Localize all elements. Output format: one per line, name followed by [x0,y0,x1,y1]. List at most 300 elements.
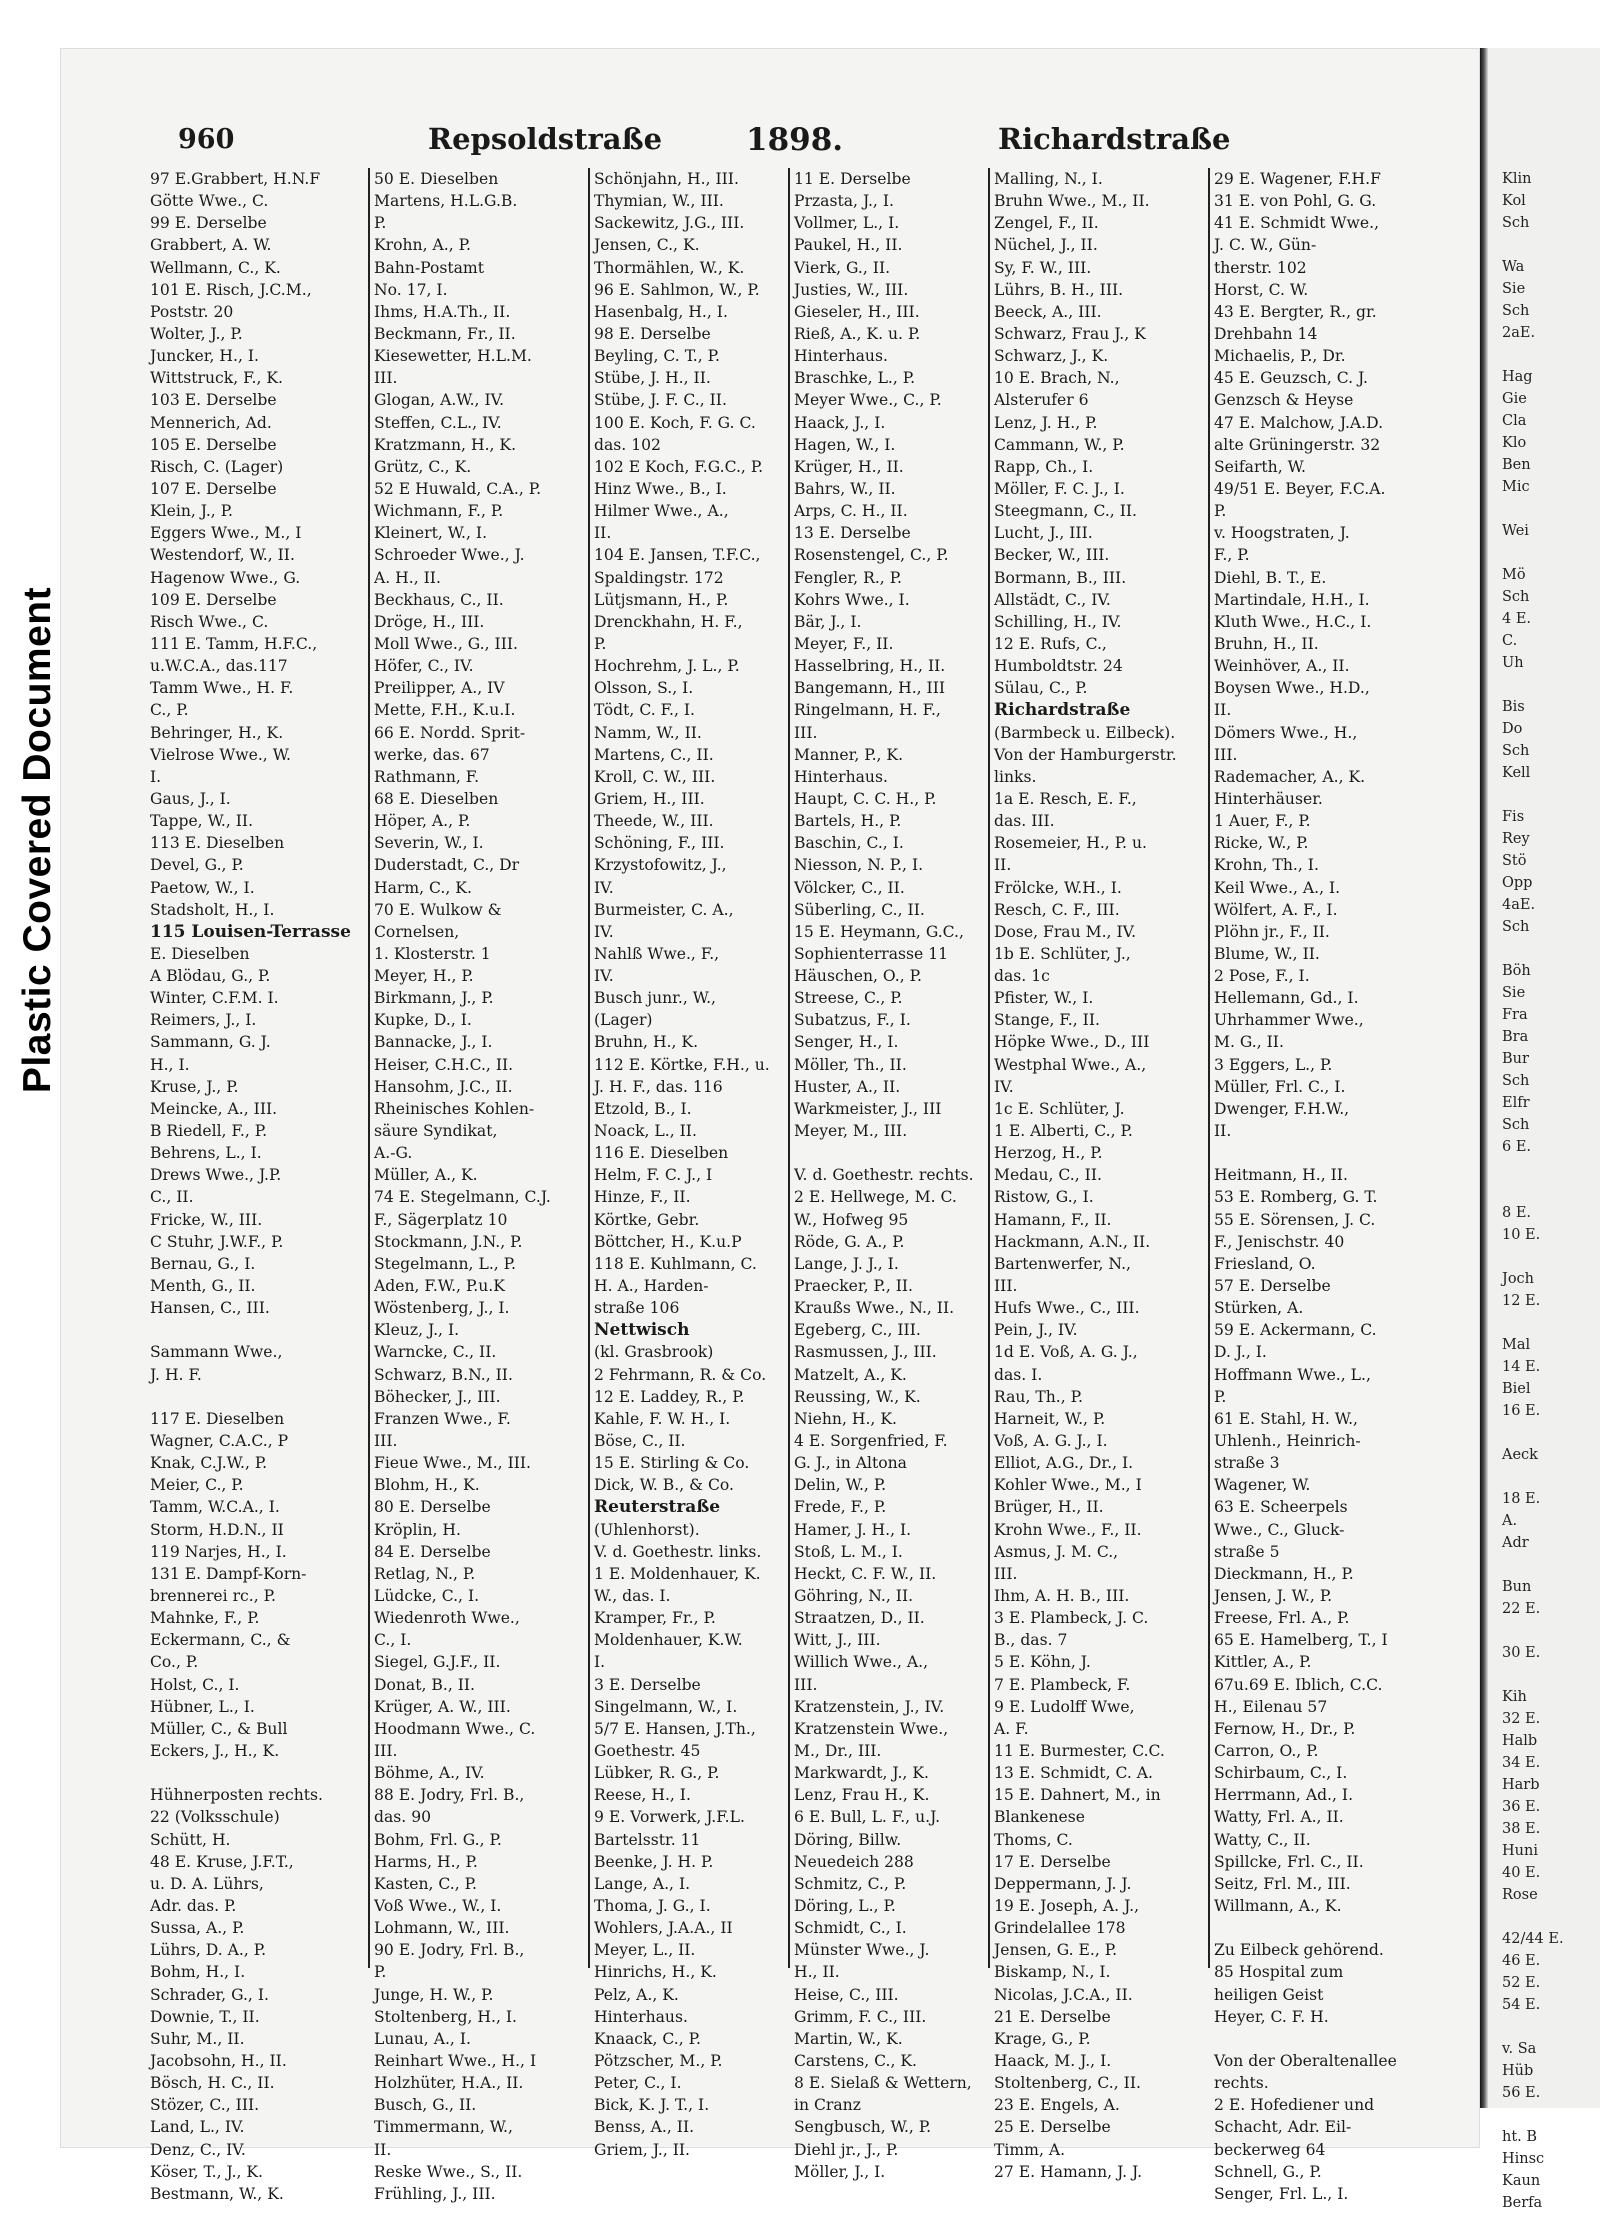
directory-line: Senger, H., I. [794,1033,899,1052]
edge-fragment: Rey [1502,831,1530,847]
directory-line: Göhring, N., II. [794,1587,914,1605]
directory-line: Westendorf, W., II. [150,546,295,565]
directory-line: Hoodmann Wwe., C. [374,1719,536,1738]
directory-line: Vierk, G., II. [794,258,891,277]
directory-line: Schwarz, Frau J., K [994,324,1146,343]
directory-line: Mette, F.H., K.u.I. [374,701,516,720]
directory-line: 88 E. Jodry, Frl. B., [374,1786,525,1805]
directory-line: Meyer, L., II. [594,1941,696,1960]
directory-column-5 [994,168,1206,2183]
directory-line: Kiesewetter, H.L.M. [374,347,532,366]
directory-line [1214,1142,1426,1164]
directory-line: I. [594,1653,606,1672]
directory-line [150,1762,366,1784]
directory-line: Fricke, W., III. [150,1210,263,1229]
directory-line: Becker, W., III. [994,546,1110,565]
directory-line: Stegelmann, L., P. [374,1254,516,1273]
directory-line [150,1319,366,1341]
directory-line: Schmitz, C., P. [794,1874,907,1893]
directory-line: IV. [594,967,614,986]
directory-line: Hagen, W., I. [794,435,896,454]
directory-line [1214,2028,1426,2050]
directory-line: 59 E. Ackermann, C. [1214,1321,1377,1340]
directory-line: Heise, C., III. [794,1985,899,2004]
directory-line: Bahn-Postamt [374,258,484,277]
directory-line: Thymian, W., III. [594,192,724,211]
directory-line: das. 90 [374,1808,432,1827]
directory-line: Hinterhaus. [794,767,888,786]
directory-line: Uhrhammer Wwe., [1214,1011,1364,1030]
directory-line: Steegmann, C., II. [994,502,1137,521]
directory-line: alte Grüningerstr. 32 [1214,435,1381,454]
section-heading: Reuterstraße [594,1497,721,1518]
directory-line: Blohm, H., K. [374,1476,480,1495]
directory-line: Genzsch & Heyse [1214,391,1354,410]
directory-line: Bruhn, H., K. [594,1033,699,1052]
edge-fragment [1502,1466,1622,1488]
directory-line: Thoma, J. G., I. [594,1896,711,1915]
edge-fragment [1502,1246,1622,1268]
directory-line: (Barmbeck u. Eilbeck). [994,723,1176,742]
directory-line: Beyling, C. T., P. [594,347,720,366]
directory-line: 9 E. Vorwerk, J.F.L. [594,1808,745,1827]
directory-line: Müller, C., & Bull [150,1719,288,1738]
directory-line: Goethestr. 45 [594,1741,701,1760]
directory-line: 105 E. Derselbe [150,435,277,454]
directory-line: Schroeder Wwe., J. [374,546,525,565]
directory-line: Kröplin, H. [374,1520,461,1539]
directory-line: Krüger, H., II. [794,457,904,476]
directory-line: Thoms, C. [994,1830,1073,1849]
directory-line: Juncker, H., I. [150,347,259,366]
directory-line: 48 E. Kruse, J.F.T., [150,1852,294,1871]
directory-line: Krüger, A. W., III. [374,1697,511,1716]
directory-line: Reese, H., I. [594,1786,691,1805]
directory-line: Sülau, C., P. [994,679,1088,698]
directory-line: 41 E. Schmidt Wwe., [1214,214,1380,233]
directory-line: Praecker, P., II. [794,1277,914,1296]
directory-line: beckerweg 64 [1214,2140,1326,2159]
directory-line: Knaack, C., P. [594,2029,701,2048]
directory-line: Kratzenstein, J., IV. [794,1697,945,1716]
directory-line: Michaelis, P., Dr. [1214,347,1346,366]
directory-line: Schilling, H., IV. [994,612,1122,631]
directory-line: Lührs, B. H., III. [994,280,1124,299]
directory-line: No. 17, I. [374,280,448,299]
directory-line: V. d. Goethestr. links. [594,1542,762,1561]
directory-line: Moll Wwe., G., III. [374,634,518,653]
edge-fragment: Biel [1502,1381,1531,1397]
directory-line: Kratzenstein Wwe., [794,1719,949,1738]
directory-line: III. [794,723,818,742]
directory-line: Witt, J., III. [794,1631,881,1650]
directory-line: II. [1214,1122,1232,1141]
directory-line: Benss, A., II. [594,2118,695,2137]
directory-line: Lohmann, W., III. [374,1919,510,1938]
directory-line: Humboldtstr. 24 [994,657,1123,676]
directory-line: Friesland, O. [1214,1254,1316,1273]
directory-line: Risch, C. (Lager) [150,457,284,476]
next-page-text [1502,168,1622,2214]
directory-line: II. [994,856,1012,875]
edge-fragment: Kih [1502,1689,1527,1705]
directory-line: 80 E. Derselbe [374,1498,491,1517]
directory-line: Meyer, M., III. [794,1122,908,1141]
directory-line: Kohler Wwe., M., I [994,1476,1142,1495]
directory-line: Martens, H.L.G.B. [374,192,518,211]
directory-line: Alsterufer 6 [994,391,1089,410]
directory-line: P. [374,214,387,233]
directory-line: 1c E. Schlüter, J. [994,1099,1125,1118]
directory-line: Schütt, H. [150,1830,231,1849]
edge-fragment: 4aE. [1502,897,1536,913]
directory-line: therstr. 102 [1214,258,1307,277]
directory-line: 131 E. Dampf-Korn- [150,1564,307,1583]
directory-line: Holzhüter, H.A., II. [374,2074,524,2093]
directory-line: Bartels, H., P. [794,812,902,831]
edge-fragment [1502,234,1622,256]
directory-line: 104 E. Jansen, T.F.C., [594,546,761,565]
year-title: 1898. [746,122,844,158]
edge-fragment: Klo [1502,435,1527,451]
directory-line: Harms, H., P. [374,1852,478,1871]
directory-line: Meyer Wwe., C., P. [794,391,942,410]
directory-line: Risch Wwe., C. [150,612,269,631]
directory-line: 118 E. Kuhlmann, C. [594,1254,757,1273]
directory-line [794,1142,986,1164]
directory-line: IV. [594,922,614,941]
directory-line: Knak, C.J.W., P. [150,1454,268,1473]
directory-line: 13 E. Derselbe [794,524,911,543]
directory-line: Wichmann, F., P. [374,502,504,521]
directory-line: Holst, C., I. [150,1675,240,1694]
directory-line: Downie, T., II. [150,2007,260,2026]
directory-line: Cornelsen, [374,922,460,941]
directory-line: 1a E. Resch, E. F., [994,789,1137,808]
directory-line: Bahrs, W., II. [794,479,896,498]
directory-line: das. 1c [994,967,1050,986]
edge-fragment: Wei [1502,523,1529,539]
directory-line: Burmeister, C. A., [594,900,734,919]
directory-line: 103 E. Derselbe [150,391,277,410]
directory-line: 2 E. Hellwege, M. C. [794,1188,957,1207]
column-rule [788,168,790,1968]
directory-line: in Cranz [794,2096,861,2115]
directory-line: Storm, H.D.N., II [150,1520,284,1539]
edge-fragment: ht. B [1502,2129,1538,2145]
directory-line: Meincke, A., III. [150,1099,278,1118]
side-label-text: Plastic Covered Document [16,586,59,1094]
directory-line: III. [374,1741,398,1760]
directory-line: Blume, W., II. [1214,944,1320,963]
directory-line: 47 E. Malchow, J.A.D. [1214,413,1384,432]
directory-line: Diehl jr., J., P. [794,2140,899,2159]
directory-line: Herrmann, Ad., I. [1214,1786,1354,1805]
directory-line: Süberling, C., II. [794,900,925,919]
edge-fragment: Fis [1502,809,1525,825]
directory-line: Böhecker, J., III. [374,1387,501,1406]
directory-line: Wagener, W. [1214,1476,1311,1495]
directory-line: Warkmeister, J., III [794,1099,942,1118]
directory-line: Döring, Billw. [794,1830,902,1849]
directory-line: 111 E. Tamm, H.F.C., [150,634,318,653]
directory-line: Allstädt, C., IV. [994,590,1111,609]
directory-line: Hochrehm, J. L., P. [594,657,740,676]
directory-line: Blankenese [994,1808,1085,1827]
directory-line: Biskamp, N., I. [994,1963,1111,1982]
directory-line: Hackmann, A.N., II. [994,1232,1151,1251]
directory-line: 109 E. Derselbe [150,590,277,609]
directory-line: Böhme, A., IV. [374,1764,485,1783]
directory-line: Resch, C. F., III. [994,900,1120,919]
directory-line: Kluth Wwe., H.C., I. [1214,612,1372,631]
directory-line: Kruse, J., P. [150,1077,239,1096]
directory-line: Freese, Frl. A., P. [1214,1609,1350,1628]
directory-line: 15 E. Dahnert, M., in [994,1786,1161,1805]
directory-line: Arps, C. H., II. [794,502,908,521]
directory-line: Beeck, A., III. [994,302,1102,321]
directory-line: II. [374,2140,392,2159]
directory-line: Bartenwerfer, N., [994,1254,1131,1273]
directory-line: Westphal Wwe., A., [994,1055,1147,1074]
edge-fragment: Bur [1502,1051,1529,1067]
edge-fragment: Opp [1502,875,1533,891]
edge-fragment: Bis [1502,699,1525,715]
edge-fragment: 30 E. [1502,1645,1541,1661]
directory-line: 10 E. Brach, N., [994,369,1120,388]
edge-fragment: Mö [1502,567,1526,583]
directory-line: F., P. [1214,546,1250,565]
directory-line: Heckt, C. F. W., II. [794,1564,937,1583]
directory-line: Voß Wwe., W., I. [374,1896,502,1915]
directory-line: Warncke, C., II. [374,1343,497,1362]
directory-line: Denz, C., IV. [150,2140,246,2159]
directory-line: 3 Eggers, L., P. [1214,1055,1333,1074]
directory-line: Rathmann, F. [374,767,480,786]
directory-line: Fengler, R., P. [794,568,902,587]
directory-line: Willmann, A., K. [1214,1896,1342,1915]
edge-fragment: Sch [1502,1117,1530,1133]
directory-line: Boysen Wwe., H.D., [1214,679,1370,698]
edge-fragment: Klin [1502,171,1532,187]
directory-column-4 [794,168,986,2183]
directory-line: II. [594,524,612,543]
directory-line: Von der Hamburgerstr. [994,745,1177,764]
directory-line: Müller, Frl. C., I. [1214,1077,1346,1096]
directory-line: Timm, A. [994,2140,1066,2159]
directory-line: Lührs, D. A., P. [150,1941,267,1960]
directory-line: 3 E. Plambeck, J. C. [994,1609,1149,1628]
directory-line: Bick, K. J. T., I. [594,2096,710,2115]
directory-line: Griem, H., III. [594,789,705,808]
edge-fragment: Stö [1502,853,1527,869]
edge-fragment: Aeck [1502,1447,1538,1463]
edge-fragment: Elfr [1502,1095,1530,1111]
directory-line: Singelmann, W., I. [594,1697,738,1716]
directory-line: Busch, G., II. [374,2096,477,2115]
directory-line: III. [1214,745,1238,764]
directory-line: Franzen Wwe., F. [374,1409,511,1428]
directory-line: Busch junr., W., [594,989,716,1008]
edge-fragment: Kell [1502,765,1531,781]
directory-line: Bohm, Frl. G., P. [374,1830,502,1849]
directory-line: Olsson, S., I. [594,679,694,698]
directory-line: Häuschen, O., P. [794,967,922,986]
edge-fragment: Kaun [1502,2173,1541,2189]
directory-line: 25 E. Derselbe [994,2118,1111,2137]
directory-line: Vollmer, L., I. [794,214,900,233]
directory-line: Hansohm, J.C., II. [374,1077,513,1096]
directory-line: 116 E. Dieselben [594,1144,729,1163]
directory-line: Böttcher, H., K.u.P [594,1232,742,1251]
directory-line: Diehl, B. T., E. [1214,568,1327,587]
right-street-title: Richardstraße [998,122,1231,156]
directory-line: 13 E. Schmidt, C. A. [994,1764,1153,1783]
directory-line: 23 E. Engels, A. [994,2096,1120,2115]
directory-line: Krohn, Th., I. [1214,856,1319,875]
directory-line: Sy, F. W., III. [994,258,1092,277]
directory-line: III. [994,1564,1018,1583]
edge-fragment [1502,938,1622,960]
directory-line: Matzelt, A., K. [794,1365,907,1384]
edge-fragment: 42/44 E. [1502,1931,1564,1947]
directory-line: Hinze, F., II. [594,1188,691,1207]
directory-line: Spaldingstr. 172 [594,568,724,587]
edge-fragment: Wa [1502,259,1525,275]
directory-line: Manner, P., K. [794,745,904,764]
directory-line: Nicolas, J.C.A., II. [994,1985,1133,2004]
directory-line: J. H. F. [150,1365,202,1384]
directory-line: B., das. 7 [994,1631,1068,1650]
directory-line: Reimers, J., I. [150,1011,257,1030]
directory-line: Wöstenberg, J., I. [374,1299,510,1318]
directory-line: A. F. [994,1719,1029,1738]
section-heading: Richardstraße [994,700,1131,721]
directory-line: C., II. [150,1188,194,1207]
directory-line: Rademacher, A., K. [1214,767,1366,786]
directory-line: Seitz, Frl. M., III. [1214,1874,1351,1893]
directory-line: Hilmer Wwe., A., [594,502,729,521]
edge-fragment: 10 E. [1502,1227,1541,1243]
directory-line: Baschin, C., I. [794,834,904,853]
directory-line: Behrens, L., I. [150,1144,262,1163]
directory-line: Etzold, B., I. [594,1099,692,1118]
directory-line: Stange, F., II. [994,1011,1100,1030]
edge-fragment: 16 E. [1502,1403,1541,1419]
edge-fragment: 4 E. [1502,611,1532,627]
directory-line: Meyer, H., P. [374,967,474,986]
directory-line: Hamer, J. H., I. [794,1520,912,1539]
edge-fragment [1502,1906,1622,1928]
directory-line: Ristow, G., I. [994,1188,1094,1207]
directory-line: Voß, A. G. J., I. [994,1432,1108,1451]
directory-line: Weinhöver, A., II. [1214,657,1350,676]
edge-fragment: Gie [1502,391,1527,407]
directory-line: Straatzen, D., II. [794,1609,925,1628]
directory-column-6 [1214,168,1426,2205]
directory-line: Mennerich, Ad. [150,413,272,432]
directory-line: Duderstadt, C., Dr [374,856,520,875]
directory-line: 7 E. Plambeck, F. [994,1675,1131,1694]
directory-line: Hellemann, Gd., I. [1214,989,1359,1008]
directory-line: III. [794,1675,818,1694]
directory-line: Frölcke, W.H., I. [994,878,1122,897]
directory-line: Grindelallee 178 [994,1919,1126,1938]
edge-fragment: Bun [1502,1579,1532,1595]
directory-line: Haupt, C. C. H., P. [794,789,937,808]
directory-line: Grütz, C., K. [374,457,472,476]
directory-line: 100 E. Koch, F. G. C. [594,413,756,432]
directory-line: 1b E. Schlüter, J., [994,944,1131,963]
edge-fragment [1502,1620,1622,1642]
directory-line: II. [1214,701,1232,720]
directory-line: Ihm, A. H. B., III. [994,1587,1130,1605]
column-rule [1208,168,1210,1968]
directory-line: Adr. das. P. [150,1896,237,1915]
directory-line: Wohlers, J.A.A., II [594,1919,733,1938]
directory-line: Klein, J., P. [150,502,234,521]
directory-line: Watty, C., II. [1214,1830,1311,1849]
directory-line: Thormählen, W., K. [594,258,745,277]
edge-fragment: 56 E. [1502,2085,1541,2101]
directory-line: 67u.69 E. Iblich, C.C. [1214,1675,1383,1694]
directory-line: 99 E. Derselbe [150,214,267,233]
directory-line: Lenz, Frau H., K. [794,1786,930,1805]
edge-fragment: Sch [1502,1073,1530,1089]
directory-line: Krohn Wwe., F., II. [994,1520,1142,1539]
directory-line: H., I. [150,1055,190,1074]
edge-fragment: Sch [1502,303,1530,319]
directory-line: Drews Wwe., J.P. [150,1166,282,1185]
directory-line: I. [150,767,162,786]
directory-line: Dick, W. B., & Co. [594,1476,734,1495]
edge-fragment: 46 E. [1502,1953,1541,1969]
directory-line: 19 E. Joseph, A. J., [994,1896,1140,1915]
directory-line: brennerei rc., P. [150,1587,276,1605]
directory-line: Stadsholt, H., I. [150,900,275,919]
directory-line: Niehn, H., K. [794,1409,897,1428]
directory-line: Heiser, C.H.C., II. [374,1055,514,1074]
directory-line: Birkmann, J., P. [374,989,494,1008]
directory-line: Bannacke, J., I. [374,1033,493,1052]
directory-line: Rosemeier, H., P. u. [994,834,1147,853]
directory-line: Böse, C., II. [594,1432,686,1451]
directory-line: Tamm Wwe., H. F. [150,679,294,698]
directory-line: 117 E. Dieselben [150,1409,285,1428]
directory-line: Hübner, L., I. [150,1697,255,1716]
directory-line: Pelz, A., K. [594,1985,679,2004]
directory-line: V. d. Goethestr. rechts. [794,1166,974,1185]
column-rule [988,168,990,1968]
directory-line: Lange, A., I. [594,1874,691,1893]
edge-fragment: 40 E. [1502,1865,1541,1881]
directory-line: straße 3 [1214,1454,1280,1473]
edge-fragment [1502,498,1622,520]
edge-fragment: Do [1502,721,1523,737]
directory-line: 98 E. Derselbe [594,324,711,343]
directory-line: Kohrs Wwe., I. [794,590,910,609]
directory-line: 70 E. Wulkow & [374,900,502,919]
directory-line: Kramper, Fr., P. [594,1609,716,1628]
directory-line: Ricke, W., P. [1214,834,1309,853]
directory-line: 22 (Volksschule) [150,1808,280,1827]
directory-line: G. J., in Altona [794,1454,907,1473]
directory-line: 11 E. Derselbe [794,170,911,188]
directory-line: Kleinert, W., I. [374,524,488,543]
directory-line: Menth, G., II. [150,1277,256,1296]
directory-line: Theede, W., III. [594,812,714,831]
directory-line: Severin, W., I. [374,834,484,853]
